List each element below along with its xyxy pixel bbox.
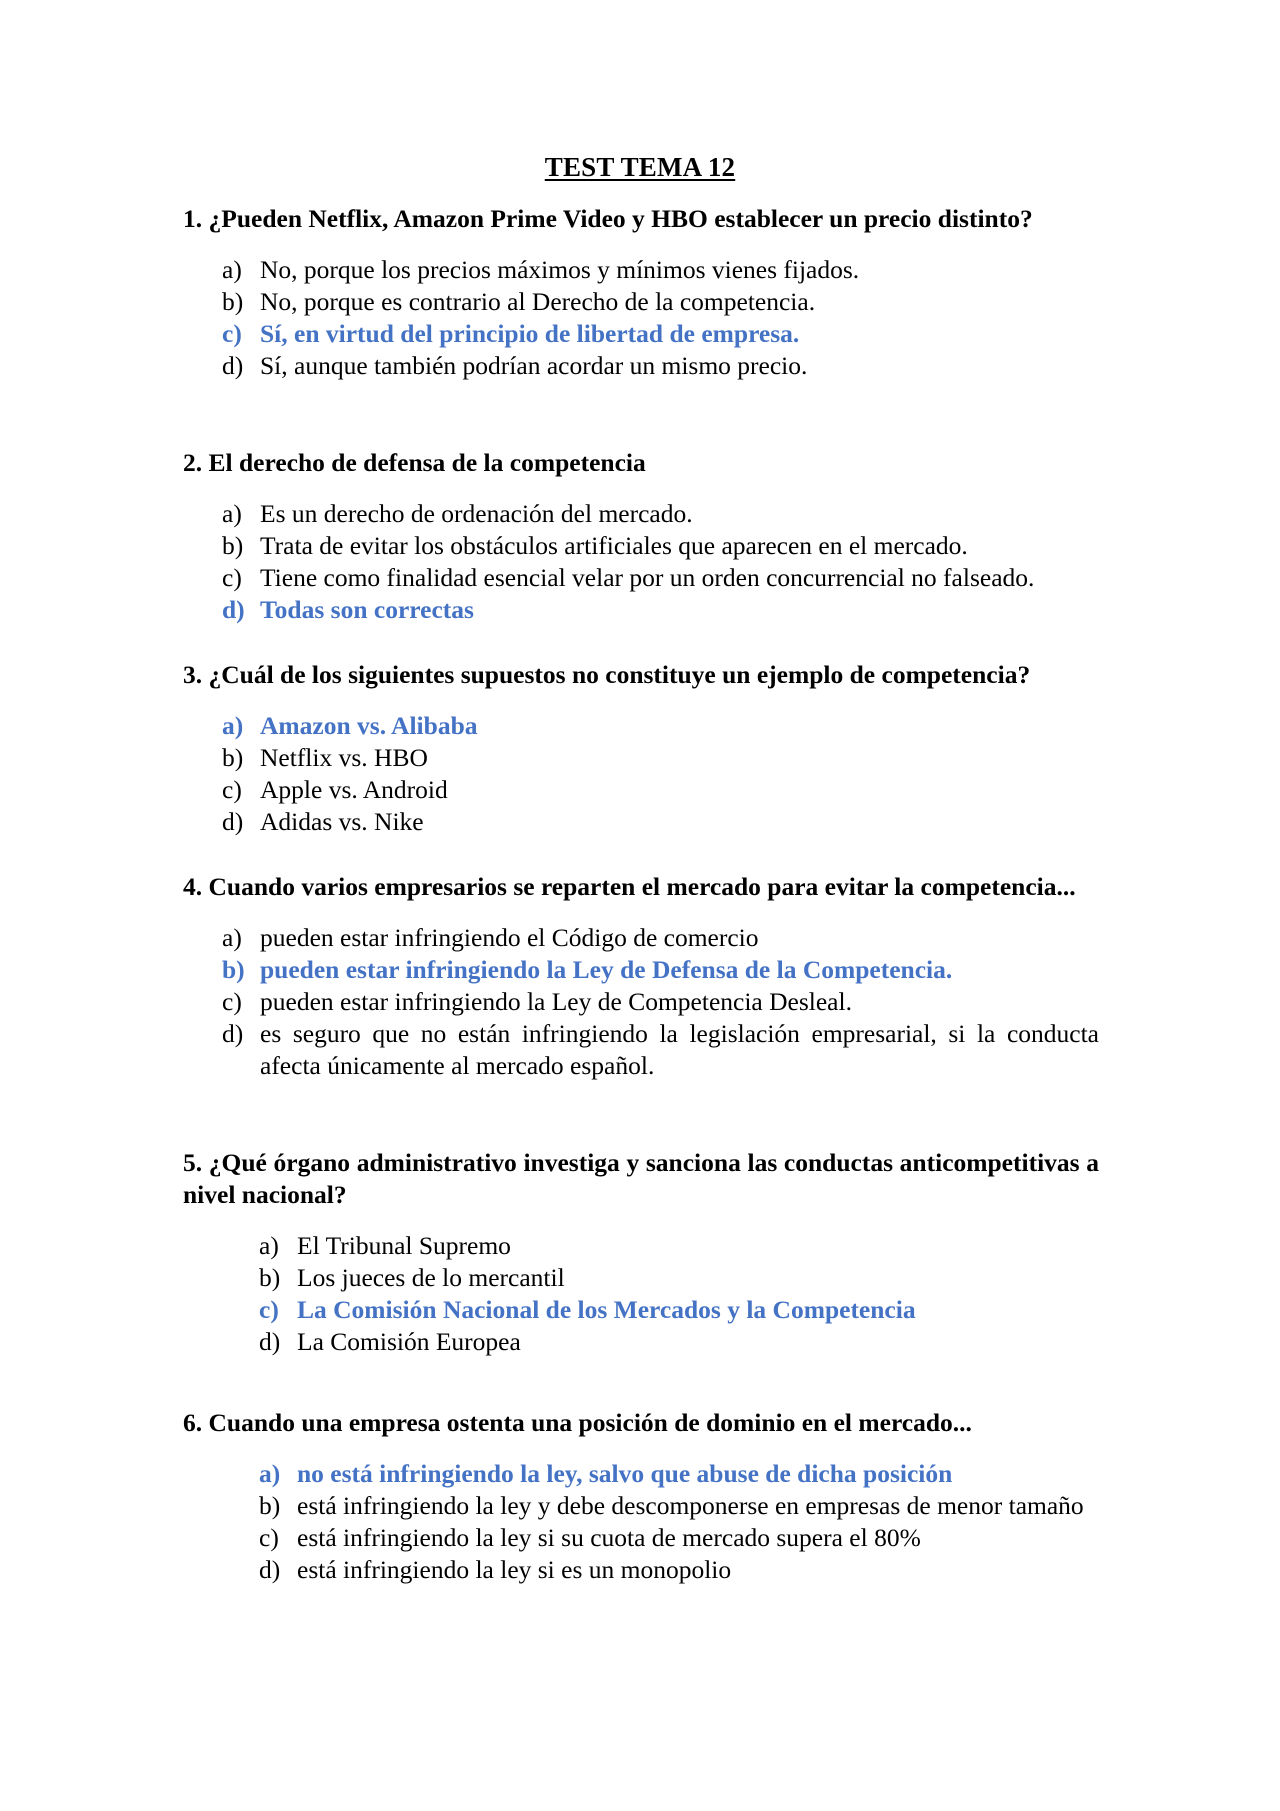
option-text: no está infringiendo la ley, salvo que abuse de dicha posición: [297, 1459, 953, 1488]
option-text: La Comisión Europea: [297, 1327, 521, 1356]
option-letter: a): [222, 499, 242, 528]
options-list: [259, 1458, 1099, 1586]
option-text: Todas son correctas: [260, 595, 474, 624]
option-text: Es un derecho de ordenación del mercado.: [260, 499, 693, 528]
option-letter: c): [222, 563, 242, 592]
option-b: [222, 530, 1099, 562]
option-b: [259, 1490, 1099, 1522]
option-text: está infringiendo la ley si su cuota de mercado supera el 80%: [297, 1523, 921, 1552]
option-letter: d): [222, 807, 244, 836]
option-text: pueden estar infringiendo el Código de comercio: [260, 923, 759, 952]
option-text: No, porque los precios máximos y mínimos vienes fijados.: [260, 255, 860, 284]
options-list: [259, 1230, 1099, 1358]
option-b-correct: [222, 954, 1099, 986]
option-d: [222, 350, 1099, 382]
option-letter: a): [259, 1231, 279, 1260]
option-text: pueden estar infringiendo la Ley de Defensa de la Competencia.: [260, 955, 953, 984]
option-letter: a): [259, 1459, 281, 1488]
option-text: Tiene como finalidad esencial velar por un orden concurrencial no falseado.: [260, 563, 1035, 592]
options-list: [222, 710, 1099, 838]
question-4: [183, 871, 1099, 1082]
option-a: [222, 498, 1099, 530]
question-text: 6. Cuando una empresa ostenta una posición de dominio en el mercado...: [183, 1408, 972, 1437]
option-letter: a): [222, 255, 242, 284]
option-b: [222, 286, 1099, 318]
option-text: pueden estar infringiendo la Ley de Competencia Desleal.: [260, 987, 852, 1016]
option-d: [222, 1018, 1099, 1082]
option-b: [222, 742, 1099, 774]
question-3: [183, 659, 1099, 838]
question-text: 1. ¿Pueden Netflix, Amazon Prime Video y HBO establecer un precio distinto?: [183, 204, 1033, 233]
question-text: 3. ¿Cuál de los siguientes supuestos no constituye un ejemplo de competencia?: [183, 660, 1031, 689]
option-b: [259, 1262, 1099, 1294]
option-a-correct: [259, 1458, 1099, 1490]
question-5: [183, 1147, 1099, 1358]
option-c-correct: [259, 1294, 1099, 1326]
option-letter: b): [222, 531, 244, 560]
option-text: El Tribunal Supremo: [297, 1231, 511, 1260]
option-letter: d): [222, 595, 245, 624]
option-d: [222, 806, 1099, 838]
option-a: [259, 1230, 1099, 1262]
option-c: [222, 986, 1099, 1018]
option-letter: c): [222, 775, 242, 804]
option-text: La Comisión Nacional de los Mercados y la Competencia: [297, 1295, 916, 1324]
option-c: [222, 774, 1099, 806]
option-letter: d): [259, 1327, 281, 1356]
option-text: es seguro que no están infringiendo la legislación empresarial, si la conducta afecta únicamente al mercado español.: [260, 1019, 1099, 1080]
option-text: Apple vs. Android: [260, 775, 448, 804]
option-text: Amazon vs. Alibaba: [260, 711, 478, 740]
question-6: [183, 1407, 1099, 1586]
question-text: 2. El derecho de defensa de la competencia: [183, 448, 646, 477]
question-text: 4. Cuando varios empresarios se reparten el mercado para evitar la competencia...: [183, 872, 1076, 901]
option-letter: d): [222, 1019, 244, 1048]
option-letter: c): [259, 1523, 279, 1552]
question-2: [183, 447, 1099, 626]
option-a: [222, 922, 1099, 954]
option-a: [222, 254, 1099, 286]
question-text: 5. ¿Qué órgano administrativo investiga y sanciona las conductas anticompetitivas a nivel nacional?: [183, 1148, 1099, 1209]
option-letter: a): [222, 923, 242, 952]
option-c: [222, 562, 1099, 594]
option-c-correct: [222, 318, 1099, 350]
option-text: Adidas vs. Nike: [260, 807, 424, 836]
option-letter: c): [259, 1295, 279, 1324]
option-letter: b): [222, 287, 244, 316]
options-list: [222, 498, 1099, 626]
question-1: [183, 203, 1099, 382]
options-list: [222, 922, 1099, 1082]
option-letter: c): [222, 319, 242, 348]
option-letter: b): [222, 955, 245, 984]
option-letter: b): [259, 1491, 281, 1520]
option-letter: c): [222, 987, 242, 1016]
option-letter: b): [222, 743, 244, 772]
option-letter: b): [259, 1263, 281, 1292]
option-text: No, porque es contrario al Derecho de la competencia.: [260, 287, 816, 316]
option-text: Sí, en virtud del principio de libertad de empresa.: [260, 319, 800, 348]
option-letter: d): [259, 1555, 281, 1584]
document-title: TEST TEMA 12: [544, 152, 736, 182]
option-d: [259, 1326, 1099, 1358]
option-c: [259, 1522, 1099, 1554]
option-text: Netflix vs. HBO: [260, 743, 428, 772]
option-text: Los jueces de lo mercantil: [297, 1263, 565, 1292]
option-text: Trata de evitar los obstáculos artificiales que aparecen en el mercado.: [260, 531, 968, 560]
option-d-correct: [222, 594, 1099, 626]
option-text: está infringiendo la ley si es un monopolio: [297, 1555, 732, 1584]
option-text: Sí, aunque también podrían acordar un mismo precio.: [260, 351, 808, 380]
option-d: [259, 1554, 1099, 1586]
option-letter: a): [222, 711, 244, 740]
option-letter: d): [222, 351, 244, 380]
options-list: [222, 254, 1099, 382]
option-a-correct: [222, 710, 1099, 742]
option-text: está infringiendo la ley y debe descomponerse en empresas de menor tamaño: [297, 1491, 1084, 1520]
